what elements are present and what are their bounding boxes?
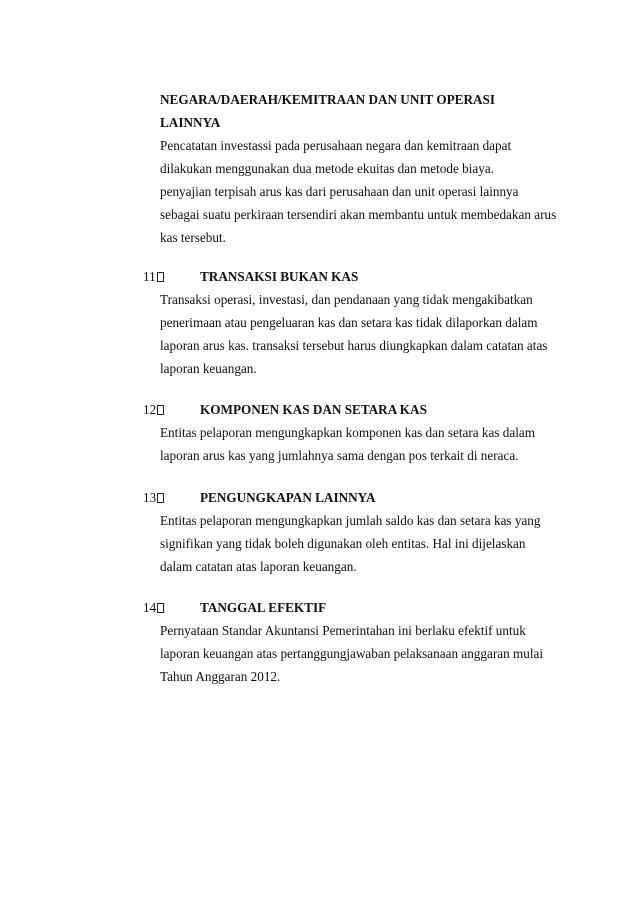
paragraph-line: kas tersebut. [160, 230, 226, 245]
section-number: 11 [143, 269, 164, 285]
section-number: 13 [143, 490, 164, 506]
missing-glyph-icon [157, 405, 164, 415]
paragraph-line: laporan arus kas yang jumlahnya sama dengan pos terkait di neraca. [160, 448, 519, 463]
paragraph-line: sebagai suatu perkiraan tersendiri akan membantu untuk membedakan arus [160, 207, 557, 222]
missing-glyph-icon [157, 603, 164, 613]
paragraph-line: laporan keuangan atas pertanggungjawaban pelaksanaan anggaran mulai [160, 646, 544, 661]
paragraph-line: Entitas pelaporan mengungkapkan komponen kas dan setara kas dalam [160, 425, 535, 440]
paragraph-line: signifikan yang tidak boleh digunakan oleh entitas. Hal ini dijelaskan [160, 536, 526, 551]
paragraph-line: Transaksi operasi, investasi, dan pendanaan yang tidak mengakibatkan [160, 292, 533, 307]
paragraph-line: dilakukan menggunakan dua metode ekuitas dan metode biaya. [160, 161, 494, 176]
section-heading: PENGUNGKAPAN LAINNYA [200, 490, 376, 505]
paragraph-line: laporan keuangan. [160, 361, 257, 376]
paragraph-line: Tahun Anggaran 2012. [160, 669, 281, 684]
section-title-line-2: LAINNYA [160, 115, 221, 130]
paragraph-line: Entitas pelaporan mengungkapkan jumlah saldo kas dan setara kas yang [160, 513, 541, 528]
section-heading: KOMPONEN KAS DAN SETARA KAS [200, 402, 427, 417]
section-heading: TANGGAL EFEKTIF [200, 600, 327, 615]
section-title-line-1: NEGARA/DAERAH/KEMITRAAN DAN UNIT OPERASI [160, 92, 495, 107]
paragraph-line: laporan arus kas. transaksi tersebut harus diungkapkan dalam catatan atas [160, 338, 548, 353]
paragraph-line: penyajian terpisah arus kas dari perusahaan dan unit operasi lainnya [160, 184, 519, 199]
paragraph-line: Pernyataan Standar Akuntansi Pemerintahan ini berlaku efektif untuk [160, 623, 526, 638]
paragraph-line: penerimaan atau pengeluaran kas dan setara kas tidak dilaporkan dalam [160, 315, 538, 330]
section-heading: TRANSAKSI BUKAN KAS [200, 269, 359, 284]
section-number: 12 [143, 402, 164, 418]
section-number: 14 [143, 600, 164, 616]
missing-glyph-icon [157, 272, 164, 282]
paragraph-line: Pencatatan investassi pada perusahaan negara dan kemitraan dapat [160, 138, 512, 153]
paragraph-line: dalam catatan atas laporan keuangan. [160, 559, 357, 574]
missing-glyph-icon [157, 493, 164, 503]
